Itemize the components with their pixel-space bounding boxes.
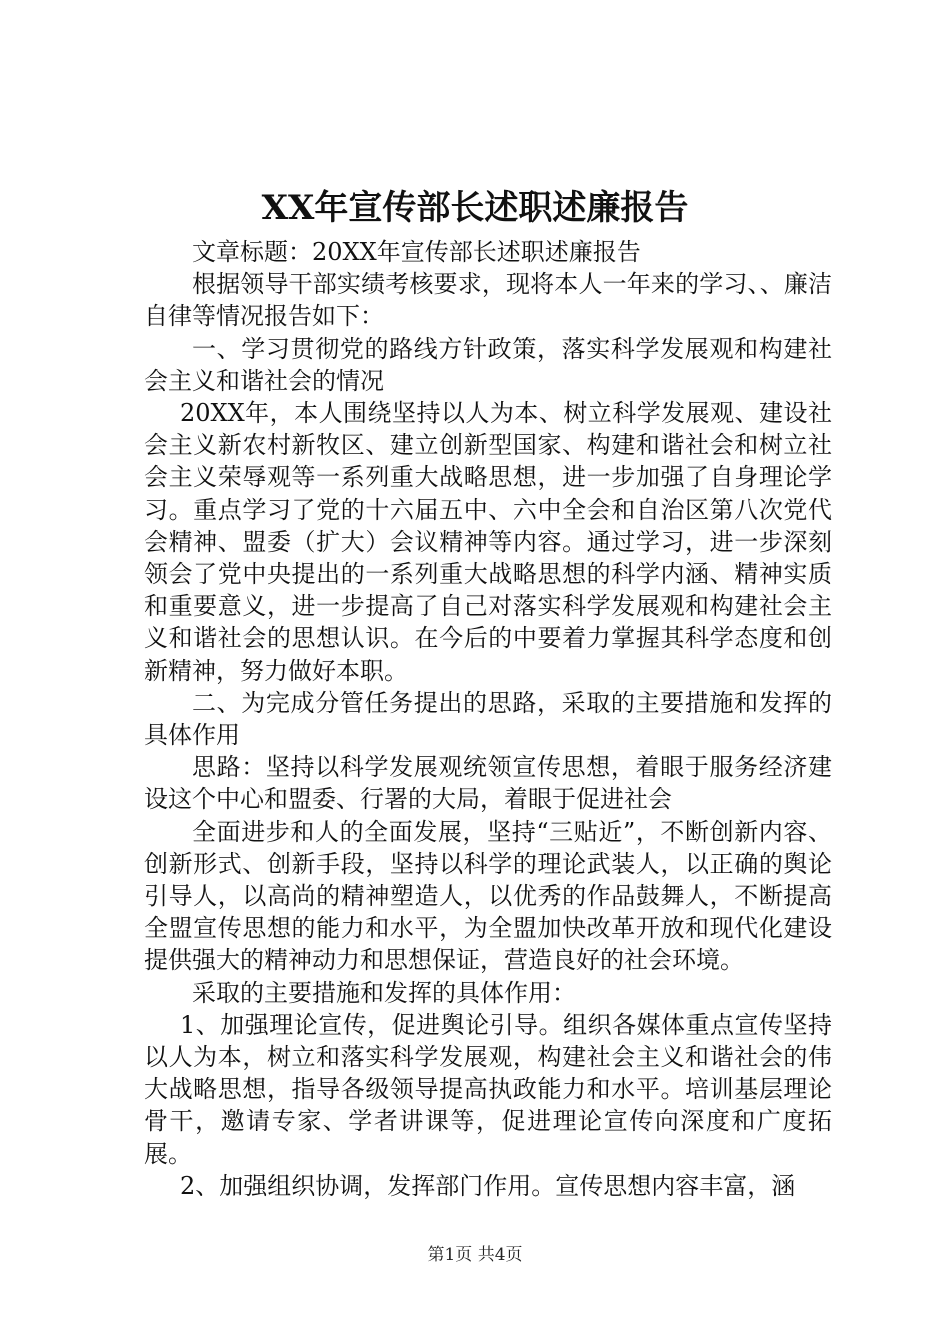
paragraph-approach: 思路：坚持以科学发展观统领宣传思想，着眼于服务经济建设这个中心和盟委、行署的大局，着眼于促进社会 (144, 753, 832, 814)
document-body (144, 236, 832, 1202)
paragraph-measures-heading: 采取的主要措施和发挥的具体作用： (192, 978, 576, 1007)
paragraph-approach-continued: 全面进步和人的全面发展，坚持“三贴近”，不断创新内容、创新形式、创新手段，坚持以科学的理论武装人，以正确的舆论引导人，以高尚的精神塑造人，以优秀的作品鼓舞人，不断提高全盟宣传思想的能力和水平，为全盟加快改革开放和现代化建设提供强大的精神动力和思想保证，营造良好的社会环境。 (144, 817, 832, 975)
paragraph-measure-1: 1、加强理论宣传，促进舆论引导。组织各媒体重点宣传坚持以人为本，树立和落实科学发展观，构建社会主义和谐社会的伟大战略思想，指导各级领导提高执政能力和水平。培训基层理论骨干，邀请专家、学者讲课等，促进理论宣传向深度和广度拓展。 (144, 1010, 832, 1168)
paragraph-section-1-heading: 一、学习贯彻党的路线方针政策，落实科学发展观和构建社会主义和谐社会的情况 (144, 334, 832, 395)
paragraph-section-2-heading: 二、为完成分管任务提出的思路，采取的主要措施和发挥的具体作用 (144, 688, 832, 750)
document-title: XX年宣传部长述职述廉报告 (261, 188, 689, 228)
page-number-footer: 第1页 共4页 (427, 1245, 523, 1265)
paragraph-article-title: 文章标题：20XX年宣传部长述职述廉报告 (192, 238, 641, 266)
paragraph-intro: 根据领导干部实绩考核要求，现将本人一年来的学习、、廉洁自律等情况报告如下： (144, 270, 832, 331)
paragraph-section-1-body: 20XX年，本人围绕坚持以人为本、树立科学发展观、建设社会主义新农村新牧区、建立创新型国家、构建和谐社会和树立社会主义荣辱观等一系列重大战略思想，进一步加强了自身理论学习。重点学习了党的十六届五中、六中全会和自治区第八次党代会精神、盟委（扩大）会议精神等内容。通过学习，进一步深刻领会了党中央提出的一系列重大战略思想的科学内涵、精神实质和重要意义，进一步提高了自己对落实科学发展观和构建社会主义和谐社会的思想认识。在今后的中要着力掌握其科学态度和创新精神，努力做好本职。 (144, 399, 832, 685)
paragraph-measure-2: 2、加强组织协调，发挥部门作用。宣传思想内容丰富，涵 (180, 1171, 796, 1200)
